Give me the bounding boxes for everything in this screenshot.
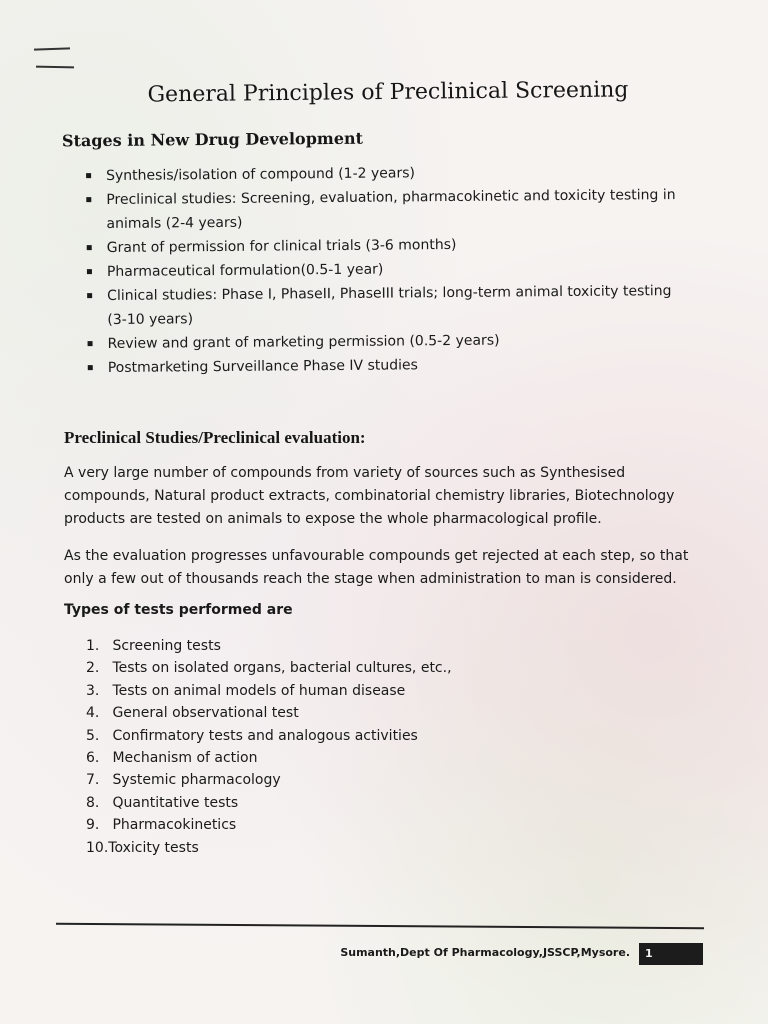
list-item-text: Tests on animal models of human disease (112, 682, 406, 699)
bullet-square-icon (87, 269, 92, 274)
list-item (86, 725, 452, 747)
list-item-text: Pharmaceutical formulation(0.5-1 year) (106, 261, 384, 280)
bullet-square-icon (87, 245, 92, 250)
list-item-text: Preclinical studies: Screening, evaluation, pharmacokinetic and toxicity testing in (106, 187, 676, 208)
list-item-text: Pharmacokinetics (112, 817, 237, 834)
list-item-text: Synthesis/isolation of compound (1-2 years) (106, 165, 416, 184)
list-item-text-continued: (3-10 years) (107, 311, 194, 328)
page-title: General Principles of Preclinical Screening (147, 77, 629, 108)
list-number: 5. (86, 727, 100, 744)
corner-marks (34, 44, 74, 74)
bullet-square-icon (88, 365, 93, 370)
list-item (86, 769, 452, 791)
list-item-text: Confirmatory tests and analogous activities (112, 727, 418, 744)
list-item (86, 680, 452, 702)
stages-list (106, 159, 708, 380)
list-item-text: General observational test (112, 705, 299, 722)
footer-divider (56, 923, 704, 929)
list-number: 10. (86, 839, 109, 856)
list-item-text-continued: animals (2-4 years) (106, 214, 243, 232)
bullet-square-icon (88, 341, 93, 346)
list-item-text: Tests on isolated organs, bacterial cultures, etc., (112, 660, 452, 677)
bullet-square-icon (87, 293, 92, 298)
list-item (106, 183, 706, 236)
section-heading-stages: Stages in New Drug Development (61, 128, 364, 151)
corner-mark-top (34, 47, 70, 50)
list-number: 8. (86, 794, 100, 811)
list-number: 3. (86, 682, 100, 699)
list-item (108, 351, 708, 380)
list-number: 2. (86, 660, 100, 677)
page-number-badge: 1 (639, 943, 703, 965)
corner-mark-bottom (36, 66, 74, 69)
list-item (86, 635, 452, 657)
list-item (86, 814, 452, 836)
list-number: 7. (86, 772, 100, 789)
list-item (86, 792, 452, 814)
section-heading-preclinical: Preclinical Studies/Preclinical evaluation: (64, 428, 366, 447)
list-item-text: Screening tests (112, 638, 221, 654)
list-item-text: Postmarketing Surveillance Phase IV studies (107, 357, 418, 376)
list-item (86, 747, 452, 769)
tests-list (86, 635, 452, 859)
paragraph-evaluation: As the evaluation progresses unfavourable compounds get rejected at each step, so that only a few out of thousands reach the stage when administration to man is considered. (64, 548, 689, 587)
bullet-square-icon (86, 197, 91, 202)
list-number: 1. (86, 638, 100, 654)
list-number: 9. (86, 817, 100, 834)
list-number: 4. (86, 705, 100, 722)
list-number: 6. (86, 750, 100, 767)
list-item (86, 702, 452, 724)
footer-author: Sumanth,Dept Of Pharmacology,JSSCP,Mysore. (340, 946, 630, 959)
list-item-text: Clinical studies: Phase I, PhaseII, PhaseIII trials; long-term animal toxicity testing (107, 283, 672, 304)
paragraph-compounds: A very large number of compounds from variety of sources such as Synthesised compounds, Natural product extracts, combinatorial chemistry libraries, Biotechnology products are tested on animals to expose the whole pharmacological profile. (64, 465, 675, 527)
list-item-text: Review and grant of marketing permission (0.5-2 years) (107, 332, 500, 352)
bullet-square-icon (86, 173, 91, 178)
list-item-text: Mechanism of action (112, 750, 258, 767)
list-item-text: Grant of permission for clinical trials (3-6 months) (106, 236, 457, 256)
types-heading: Types of tests performed are (64, 602, 293, 618)
list-item (107, 279, 707, 332)
list-item-text: Toxicity tests (108, 839, 199, 856)
list-item (86, 657, 452, 679)
list-item-text: Systemic pharmacology (112, 772, 281, 789)
list-item-text: Quantitative tests (112, 794, 239, 811)
list-item (86, 837, 452, 859)
